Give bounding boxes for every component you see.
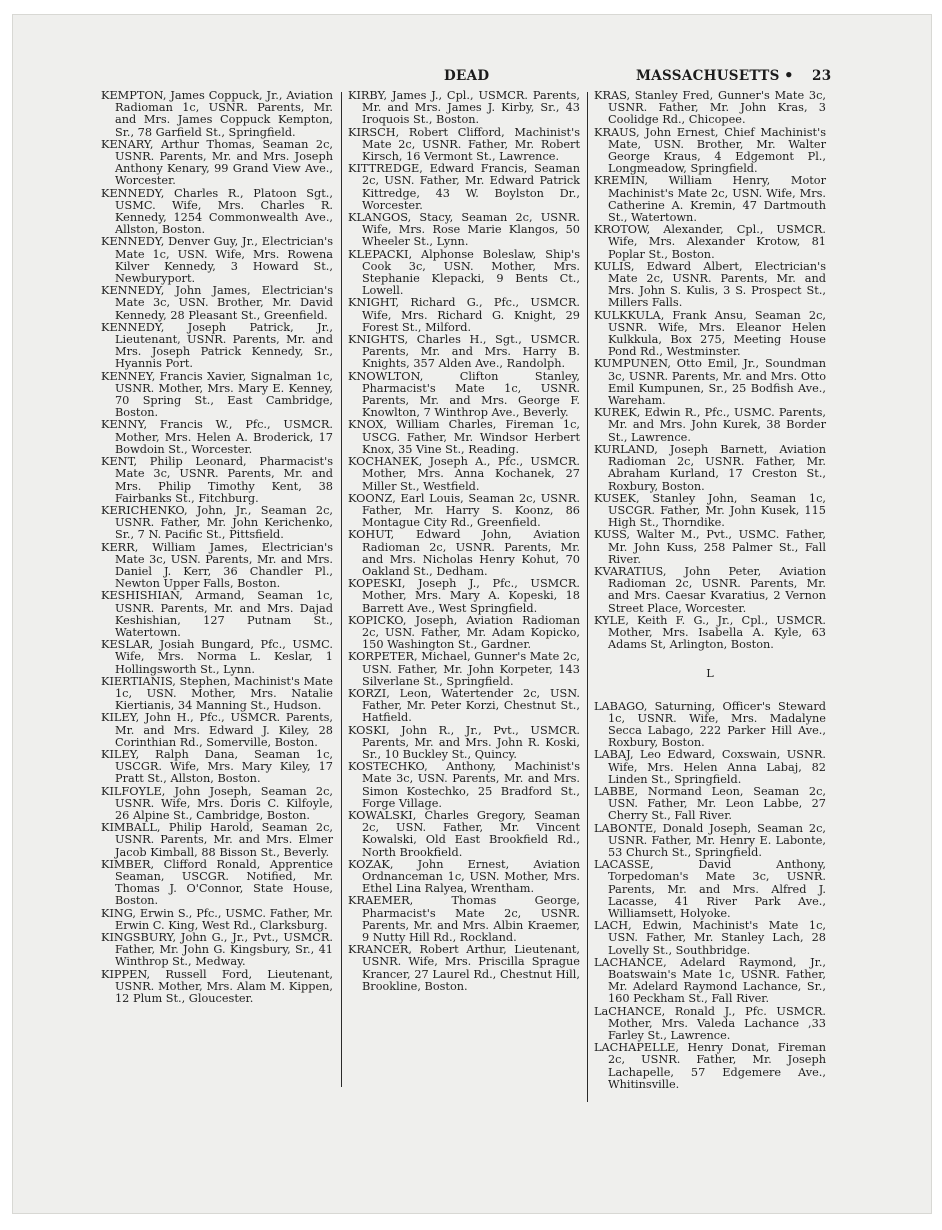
section-letter: L	[706, 667, 714, 681]
list-item: LaCHANCE, Ronald J., Pfc. USMCR. Mother, Mrs. Valeda Lachance ,33 Farley St., Lawrence.	[594, 1004, 826, 1043]
list-item: KNOWLTON, Clifton Stanley, Pharmacist's Mate 1c, USNR. Parents, Mr. and Mrs. George F. Knowlton, 7 Winthrop Ave., Beverly.	[348, 369, 580, 420]
list-item: KOSKI, John R., Jr., Pvt., USMCR. Parents, Mr. and Mrs. John R. Koski, Sr., 10 Buckley St., Quincy.	[348, 723, 580, 761]
list-item: KLEPACKI, Alphonse Boleslaw, Ship's Cook 3c, USN. Mother, Mrs. Stephanie Klepacki, 9 Bents Ct., Lowell.	[348, 247, 580, 298]
list-item: LACH, Edwin, Machinist's Mate 1c, USN. Father, Mr. Stanley Lach, 28 Lovelly St., Southbridge.	[594, 919, 826, 957]
column-3-l-entries	[594, 701, 826, 1092]
list-item: LACHAPELLE, Henry Donat, Fireman 2c, USNR. Father, Mr. Joseph Lachapelle, 57 Edgemere Ave., Whitinsville.	[594, 1041, 826, 1091]
list-item: KREMIN, William Henry, Motor Machinist's Mate 2c, USN. Wife, Mrs. Catherine A. Kremin, 47 Dartmouth St., Watertown.	[594, 174, 826, 225]
list-item: KRAS, Stanley Fred, Gunner's Mate 3c, USNR. Father, Mr. John Kras, 3 Coolidge Rd., Chicopee.	[594, 89, 826, 127]
list-item: KERICHENKO, John, Jr., Seaman 2c, USNR. Father, Mr. John Kerichenko, Sr., 7 N. Pacific St., Pittsfield.	[101, 503, 333, 542]
list-item: KIPPEN, Russell Ford, Lieutenant, USNR. Mother, Mrs. Alam M. Kippen, 12 Plum St., Gloucester.	[101, 967, 333, 1006]
list-item: KVARATIUS, John Peter, Aviation Radioman 2c, USNR. Parents, Mr. and Mrs. Caesar Kvaratius, 2 Vernon Street Place, Worcester.	[594, 564, 826, 615]
list-item: KIRBY, James J., Cpl., USMCR. Parents, Mr. and Mrs. James J. Kirby, Sr., 43 Iroquois St., Boston.	[348, 89, 580, 127]
list-item: KINGSBURY, John G., Jr., Pvt., USMCR. Father, Mr. John G. Kingsbury, Sr., 41 Winthrop St., Medway.	[101, 931, 333, 969]
column-3-k-entries	[594, 90, 826, 651]
list-item: LABAGO, Saturning, Officer's Steward 1c, USNR. Wife, Mrs. Madalyne Secca Labago, 222 Parker Hill Ave., Roxbury, Boston.	[594, 699, 826, 750]
column-3	[594, 90, 826, 1091]
list-item: LACHANCE, Adelard Raymond, Jr., Boatswain's Mate 1c, USNR. Father, Mr. Adelard Raymond Lachance, Sr., 160 Peckham St., Fall River.	[594, 955, 826, 1006]
list-item: KENNY, Francis W., Pfc., USMCR. Mother, Mrs. Helen A. Broderick, 17 Bowdoin St., Worcester.	[101, 418, 333, 456]
list-item: KENNEY, Francis Xavier, Signalman 1c, USNR. Mother, Mrs. Mary E. Kenney, 70 Spring St., East Cambridge, Boston.	[101, 369, 333, 420]
list-item: KUREK, Edwin R., Pfc., USMC. Parents, Mr. and Mrs. John Kurek, 38 Border St., Lawrence.	[594, 406, 826, 444]
list-item: KLANGOS, Stacy, Seaman 2c, USNR. Wife, Mrs. Rose Marie Klangos, 50 Wheeler St., Lynn.	[348, 211, 580, 249]
column-divider	[587, 92, 588, 1102]
list-item: KRANCER, Robert Arthur, Lieutenant, USNR. Wife, Mrs. Priscilla Sprague Krancer, 27 Laurel Rd., Chestnut Hill, Brookline, Boston.	[348, 943, 580, 993]
list-item: KRAUS, John Ernest, Chief Machinist's Mate, USN. Brother, Mr. Walter George Kraus, 4 Edgemont Pl., Longmeadow, Springfield.	[594, 125, 826, 176]
list-item: KOHUT, Edward John, Aviation Radioman 2c, USNR. Parents, Mr. and Mrs. Nicholas Henry Kohut, 70 Oakland St., Dedham.	[348, 528, 580, 578]
list-item: KING, Erwin S., Pfc., USMC. Father, Mr. Erwin C. King, West Rd., Clarksburg.	[101, 906, 333, 932]
list-item: KUSS, Walter M., Pvt., USMC. Father, Mr. John Kuss, 258 Palmer St., Fall River.	[594, 528, 826, 566]
column-2	[348, 90, 580, 993]
list-item: KUSEK, Stanley John, Seaman 1c, USCGR. Father, Mr. John Kusek, 115 High St., Thorndike.	[594, 491, 826, 530]
list-item: KIMBER, Clifford Ronald, Apprentice Seaman, USCGR. Notified, Mr. Thomas J. O'Connor, State House, Boston.	[101, 857, 333, 908]
list-item: KESHISHIAN, Armand, Seaman 1c, USNR. Parents, Mr. and Mrs. Dajad Keshishian, 127 Putnam St., Watertown.	[101, 589, 333, 639]
column-1	[101, 90, 333, 1005]
list-item: KOSTECHKO, Anthony, Machinist's Mate 3c, USN. Parents, Mr. and Mrs. Simon Kostechko, 25 Bradford St., Forge Village.	[348, 760, 580, 810]
list-item: LABAJ, Leo Edward, Coxswain, USNR. Wife, Mrs. Helen Anna Labaj, 82 Linden St., Springfield.	[594, 748, 826, 786]
list-item: KULKKULA, Frank Ansu, Seaman 2c, USNR. Wife, Mrs. Eleanor Helen Kulkkula, Box 275, Meeting House Pond Rd., Westminster.	[594, 308, 826, 359]
list-item: KIRSCH, Robert Clifford, Machinist's Mate 2c, USNR. Father, Mr. Robert Kirsch, 16 Vermont St., Lawrence.	[348, 125, 580, 164]
list-item: KENNEDY, John James, Electrician's Mate 3c, USN. Brother, Mr. David Kennedy, 28 Pleasant St., Greenfield.	[101, 284, 333, 322]
list-item: KNOX, William Charles, Fireman 1c, USCG. Father, Mr. Windsor Herbert Knox, 35 Vine St., Reading.	[348, 418, 580, 456]
list-item: KOCHANEK, Joseph A., Pfc., USMCR. Mother, Mrs. Anna Kochanek, 27 Miller St., Westfield.	[348, 455, 580, 493]
page-header	[0, 68, 942, 88]
list-item: KOPESKI, Joseph J., Pfc., USMCR. Mother, Mrs. Mary A. Kopeski, 18 Barrett Ave., West Springfield.	[348, 577, 580, 615]
list-item: KULIS, Edward Albert, Electrician's Mate 2c, USNR. Parents, Mr. and Mrs. John S. Kulis, 3 S. Prospect St., Millers Falls.	[594, 259, 826, 310]
list-item: KENNEDY, Denver Guy, Jr., Electrician's Mate 1c, USN. Wife, Mrs. Rowena Kilver Kennedy, 3 Howard St., Newburyport.	[101, 235, 333, 286]
list-item: KURLAND, Joseph Barnett, Aviation Radioman 2c, USNR. Father, Mr. Abraham Kurland, 17 Creston St., Roxbury, Boston.	[594, 442, 826, 493]
list-item: KERR, William James, Electrician's Mate 3c, USN. Parents, Mr. and Mrs. Daniel J. Kerr, 36 Chandler Pl., Newton Upper Falls, Boston.	[101, 540, 333, 591]
list-item: KOONZ, Earl Louis, Seaman 2c, USNR. Father, Mr. Harry S. Koonz, 86 Montague City Rd., Greenfield.	[348, 491, 580, 530]
column-divider	[341, 92, 342, 1087]
list-item: KRAEMER, Thomas George, Pharmacist's Mate 2c, USNR. Parents, Mr. and Mrs. Albin Kraemer, 9 Nutty Hill Rd., Rockland.	[348, 894, 580, 945]
list-item: KILEY, John H., Pfc., USMCR. Parents, Mr. and Mrs. Edward J. Kiley, 28 Corinthian Rd., Somerville, Boston.	[101, 711, 333, 749]
header-bullet: •	[784, 66, 794, 84]
list-item: KOZAK, John Ernest, Aviation Ordnanceman 1c, USN. Mother, Mrs. Ethel Lina Ralyea, Wrentham.	[348, 857, 580, 896]
list-item: KNIGHTS, Charles H., Sgt., USMCR. Parents, Mr. and Mrs. Harry B. Knights, 357 Alden Ave., Randolph.	[348, 333, 580, 371]
list-item: KNIGHT, Richard G., Pfc., USMCR. Wife, Mrs. Richard G. Knight, 29 Forest St., Milford.	[348, 296, 580, 334]
list-item: KILFOYLE, John Joseph, Seaman 2c, USNR. Wife, Mrs. Doris C. Kilfoyle, 26 Alpine St., Cambridge, Boston.	[101, 784, 333, 822]
list-item: KENNEDY, Charles R., Platoon Sgt., USMC. Wife, Mrs. Charles R. Kennedy, 1254 Commonwealth Ave., Allston, Boston.	[101, 186, 333, 237]
list-item: KIMBALL, Philip Harold, Seaman 2c, USNR. Parents, Mr. and Mrs. Elmer Jacob Kimball, 88 Bisson St., Beverly.	[101, 821, 333, 859]
list-item: KROTOW, Alexander, Cpl., USMCR. Wife, Mrs. Alexander Krotow, 81 Poplar St., Boston.	[594, 223, 826, 261]
list-item: KUMPUNEN, Otto Emil, Jr., Soundman 3c, USNR. Parents, Mr. and Mrs. Otto Emil Kumpunen, Sr., 25 Bodfish Ave., Wareham.	[594, 357, 826, 408]
page-number: 23	[812, 68, 832, 84]
list-item: LACASSE, David Anthony, Torpedoman's Mate 3c, USNR. Parents, Mr. and Mrs. Alfred J. Lacasse, 41 River Park Ave., Williamsett, Holyoke.	[594, 858, 826, 920]
header-state: MASSACHUSETTS	[636, 68, 780, 84]
list-item: KITTREDGE, Edward Francis, Seaman 2c, USN. Father, Mr. Edward Patrick Kittredge, 43 W. Boylston Dr., Worcester.	[348, 162, 580, 212]
list-item: LABONTE, Donald Joseph, Seaman 2c, USNR. Father, Mr. Henry E. Labonte, 53 Church St., Springfield.	[594, 821, 826, 859]
list-item: KORPETER, Michael, Gunner's Mate 2c, USN. Father, Mr. John Korpeter, 143 Silverlane St., Springfield.	[348, 650, 580, 688]
header-title: DEAD	[444, 68, 490, 84]
list-item: KEMPTON, James Coppuck, Jr., Aviation Radioman 1c, USNR. Parents, Mr. and Mrs. James Coppuck Kempton, Sr., 78 Garfield St., Springfield.	[101, 89, 333, 139]
list-item: KENARY, Arthur Thomas, Seaman 2c, USNR. Parents, Mr. and Mrs. Joseph Anthony Kenary, 99 Grand View Ave., Worcester.	[101, 137, 333, 188]
list-item: KOWALSKI, Charles Gregory, Seaman 2c, USN. Father, Mr. Vincent Kowalski, Old East Brookfield Rd., North Brookfield.	[348, 808, 580, 859]
list-item: KILEY, Ralph Dana, Seaman 1c, USCGR. Wife, Mrs. Mary Kiley, 17 Pratt St., Allston, Boston.	[101, 747, 333, 786]
list-item: KYLE, Keith F. G., Jr., Cpl., USMCR. Mother, Mrs. Isabella A. Kyle, 63 Adams St, Arlington, Boston.	[594, 613, 826, 652]
list-item: LABBE, Normand Leon, Seaman 2c, USN. Father, Mr. Leon Labbe, 27 Cherry St., Fall River.	[594, 784, 826, 823]
list-item: KENT, Philip Leonard, Pharmacist's Mate 3c, USNR. Parents, Mr. and Mrs. Philip Timothy Kent, 38 Fairbanks St., Fitchburg.	[101, 455, 333, 505]
list-item: KORZI, Leon, Watertender 2c, USN. Father, Mr. Peter Korzi, Chestnut St., Hatfield.	[348, 686, 580, 725]
list-item: KIERTIANIS, Stephen, Machinist's Mate 1c, USN. Mother, Mrs. Natalie Kiertianis, 34 Manning St., Hudson.	[101, 674, 333, 713]
list-item: KOPICKO, Joseph, Aviation Radioman 2c, USN. Father, Mr. Adam Kopicko, 150 Washington St., Gardner.	[348, 613, 580, 652]
list-item: KESLAR, Josiah Bungard, Pfc., USMC. Wife, Mrs. Norma L. Keslar, 1 Hollingsworth St., Lynn.	[101, 638, 333, 676]
list-item: KENNEDY, Joseph Patrick, Jr., Lieutenant, USNR. Parents, Mr. and Mrs. Joseph Patrick Kennedy, Sr., Hyannis Port.	[101, 320, 333, 371]
